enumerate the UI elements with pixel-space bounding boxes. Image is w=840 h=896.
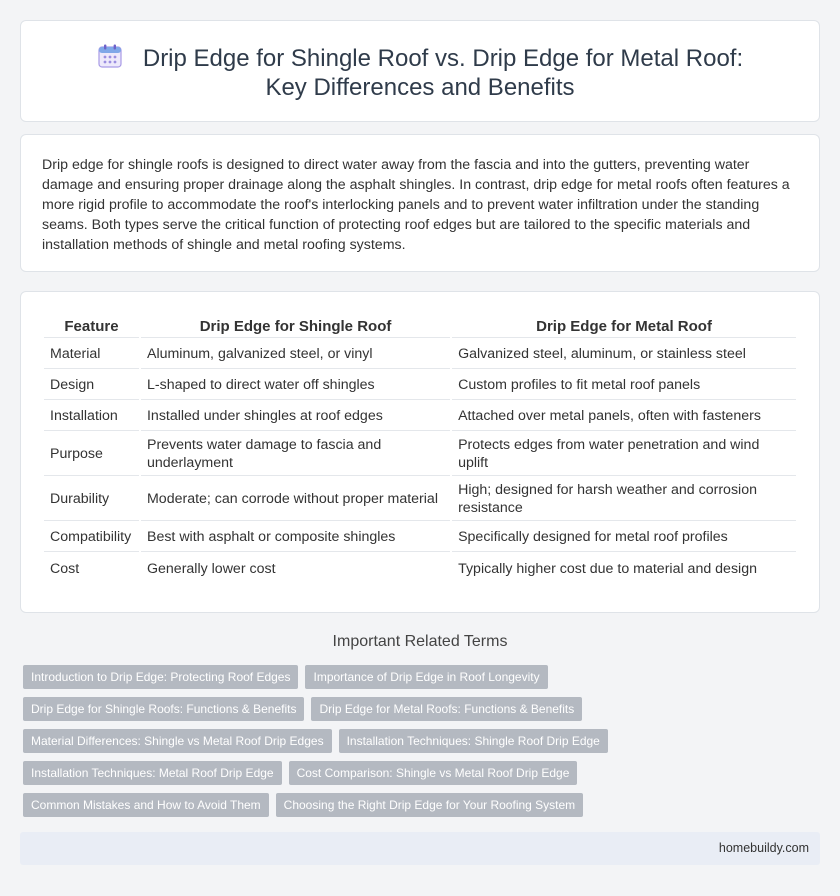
- comparison-table: [42, 314, 798, 585]
- tag-row: [23, 793, 623, 817]
- shingle-cell: Aluminum, galvanized steel, or vinyl: [141, 340, 450, 369]
- table-row: [44, 478, 796, 521]
- tag-row: [23, 697, 623, 721]
- table-row: [44, 371, 796, 400]
- tag-row: [23, 729, 623, 753]
- related-term-tag[interactable]: Material Differences: Shingle vs Metal Roof Drip Edges: [23, 729, 332, 753]
- shingle-cell: Moderate; can corrode without proper material: [141, 478, 450, 521]
- shingle-cell: Generally lower cost: [146, 560, 276, 577]
- metal-cell: Protects edges from water penetration and wind uplift: [452, 433, 796, 476]
- table-row: [44, 523, 796, 552]
- feature-cell: Durability: [44, 478, 139, 521]
- related-term-tag[interactable]: Drip Edge for Metal Roofs: Functions & Benefits: [311, 697, 582, 721]
- intro-paragraph: Drip edge for shingle roofs is designed to direct water away from the fascia and into the gutters, preventing water damage and ensuring proper drainage along the asphalt shingles. In contrast, drip edge for metal roofs often features a more rigid profile to accommodate the roof's interlocking panels and to prevent water infiltration under the standing seams. Both types serve the critical function of protecting roof edges but are tailored to the specific materials and installation methods of shingle and metal roofing systems.: [42, 157, 790, 253]
- related-term-tag[interactable]: Importance of Drip Edge in Roof Longevity: [305, 665, 547, 689]
- column-header-shingle: Drip Edge for Shingle Roof: [141, 316, 450, 338]
- feature-cell: Design: [44, 371, 139, 400]
- footer-bar: [20, 832, 820, 865]
- metal-cell: Galvanized steel, aluminum, or stainless steel: [452, 340, 796, 369]
- feature-cell: Purpose: [44, 433, 139, 476]
- shingle-cell: L-shaped to direct water off shingles: [141, 371, 450, 400]
- metal-cell: Specifically designed for metal roof profiles: [452, 523, 796, 552]
- metal-cell: High; designed for harsh weather and corrosion resistance: [452, 478, 796, 521]
- table-row: [44, 402, 796, 431]
- metal-cell: Typically higher cost due to material and design: [458, 560, 757, 577]
- table-header-row: [44, 316, 796, 338]
- page-title-wrap: [21, 43, 819, 102]
- shingle-cell: Installed under shingles at roof edges: [141, 402, 450, 431]
- metal-cell: Attached over metal panels, often with fasteners: [452, 402, 796, 431]
- feature-cell: Material: [44, 340, 139, 369]
- footer-site-link[interactable]: homebuildy.com: [718, 841, 809, 855]
- intro-card: [20, 134, 820, 272]
- shingle-cell: Best with asphalt or composite shingles: [141, 523, 450, 552]
- table-row: [44, 554, 796, 583]
- table-row: [44, 433, 796, 476]
- related-term-tag[interactable]: Cost Comparison: Shingle vs Metal Roof Drip Edge: [289, 761, 578, 785]
- feature-cell: Compatibility: [44, 523, 139, 552]
- metal-cell: Custom profiles to fit metal roof panels: [452, 371, 796, 400]
- calendar-icon: [97, 43, 123, 69]
- tag-row: [23, 665, 623, 689]
- feature-cell: Cost: [50, 560, 80, 577]
- related-term-tag[interactable]: Drip Edge for Shingle Roofs: Functions & Benefits: [23, 697, 304, 721]
- column-header-metal: Drip Edge for Metal Roof: [452, 316, 796, 338]
- related-term-tag[interactable]: Common Mistakes and How to Avoid Them: [23, 793, 269, 817]
- related-terms-list: [23, 665, 623, 825]
- related-term-tag[interactable]: Introduction to Drip Edge: Protecting Roof Edges: [23, 665, 298, 689]
- column-header-feature: Feature: [44, 316, 139, 338]
- related-term-tag[interactable]: Installation Techniques: Metal Roof Drip Edge: [23, 761, 282, 785]
- page-title: Drip Edge for Shingle Roof vs. Drip Edge for Metal Roof: Key Differences and Benefits: [142, 45, 744, 101]
- related-term-tag[interactable]: Choosing the Right Drip Edge for Your Roofing System: [276, 793, 584, 817]
- related-term-tag[interactable]: Installation Techniques: Shingle Roof Drip Edge: [339, 729, 608, 753]
- header-card: [20, 20, 820, 122]
- related-terms-title: Important Related Terms: [332, 633, 508, 650]
- table-row: [44, 340, 796, 369]
- tag-row: [23, 761, 623, 785]
- feature-cell: Installation: [44, 402, 139, 431]
- comparison-table-card: [20, 291, 820, 613]
- shingle-cell: Prevents water damage to fascia and underlayment: [141, 433, 450, 476]
